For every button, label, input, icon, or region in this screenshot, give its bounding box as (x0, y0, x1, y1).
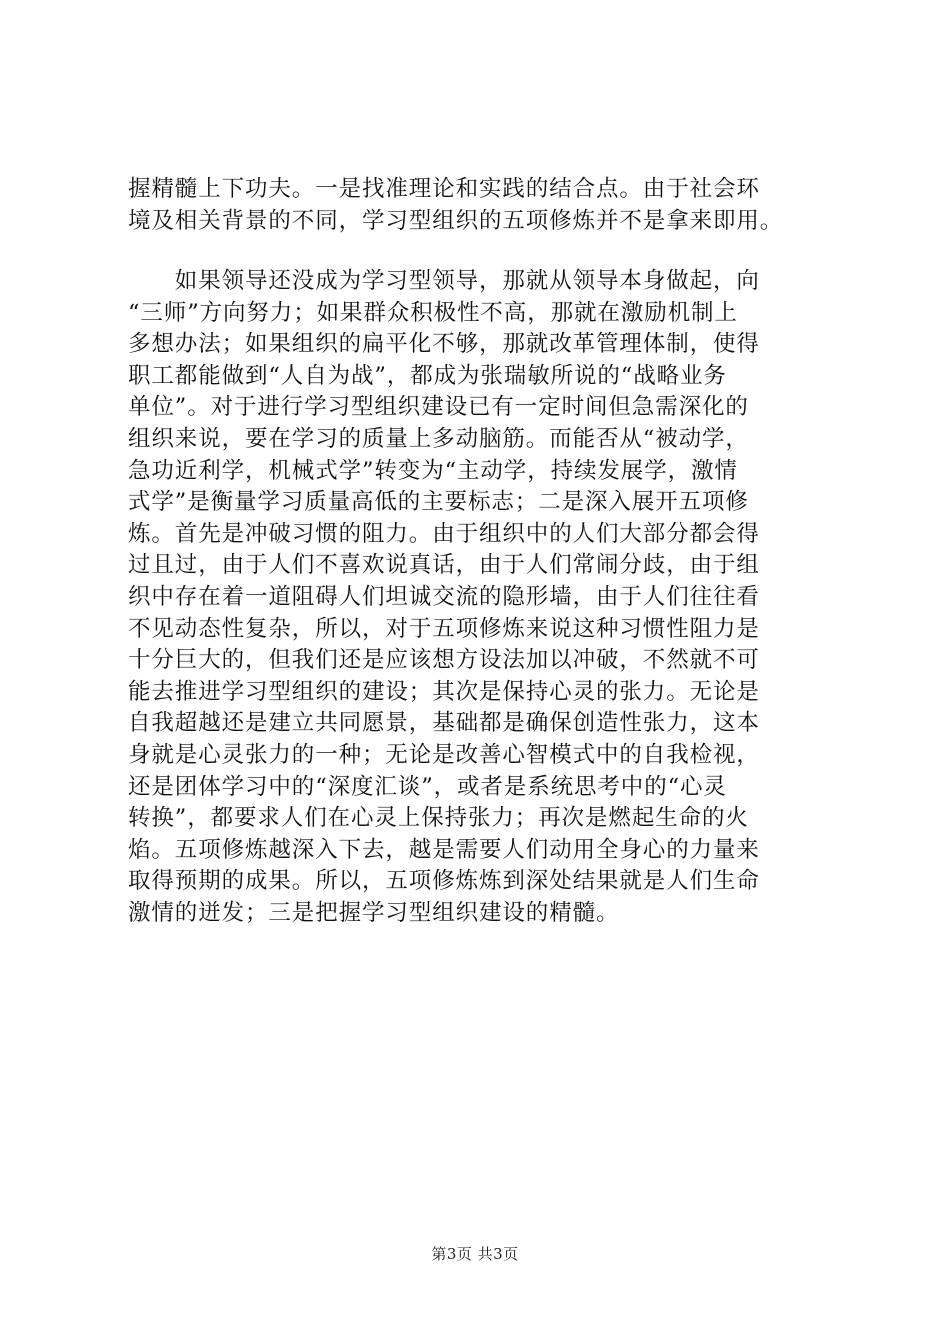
paragraph-line: 织中存在着一道阻碍人们坦诚交流的隐形墙，由于人们往往看 (128, 583, 760, 610)
paragraph-line: 单位”。对于进行学习型组织建设已有一定时间但急需深化的 (128, 394, 749, 421)
paragraph-line: 不见动态性复杂，所以，对于五项修炼来说这种习惯性阻力是 (128, 615, 760, 642)
paragraph-line: 取得预期的成果。所以，五项修炼炼到深处结果就是人们生命 (128, 868, 760, 895)
paragraph-line: 激情的迸发；三是把握学习型组织建设的精髓。 (128, 899, 620, 926)
paragraph-line: 自我超越还是建立共同愿景，基础都是确保创造性张力，这本 (128, 710, 760, 737)
paragraph-2 (128, 266, 828, 929)
paragraph-1 (128, 174, 828, 237)
paragraph-line: 境及相关背景的不同，学习型组织的五项修炼并不是拿来即用。 (128, 207, 784, 234)
paragraph-line: 组织来说，要在学习的质量上多动脑筋。而能否从“被动学， (128, 425, 749, 452)
paragraph-line: 身就是心灵张力的一种；无论是改善心智模式中的自我检视， (128, 741, 760, 768)
paragraph-line: 式学”是衡量学习质量高低的主要标志；二是深入展开五项修 (128, 489, 749, 516)
paragraph-line: 炼。首先是冲破习惯的阻力。由于组织中的人们大部分都会得 (128, 520, 760, 547)
paragraph-line: 能去推进学习型组织的建设；其次是保持心灵的张力。无论是 (128, 678, 760, 705)
paragraph-line: 过且过，由于人们不喜欢说真话，由于人们常闹分歧，由于组 (128, 552, 760, 579)
page-number-footer: 第3页 共3页 (431, 1245, 519, 1263)
paragraph-line: 还是团体学习中的“深度汇谈”，或者是系统思考中的“心灵 (128, 773, 727, 800)
paragraph-line: 握精髓上下功夫。一是找准理论和实践的结合点。由于社会环 (128, 176, 760, 202)
paragraph-line: 急功近利学，机械式学”转变为“主动学，持续发展学，激情 (128, 457, 738, 484)
paragraph-line: “三师”方向努力；如果群众积极性不高，那就在激励机制上 (128, 299, 738, 326)
paragraph-line: 焰。五项修炼越深入下去，越是需要人们动用全身心的力量来 (128, 836, 760, 863)
paragraph-line: 十分巨大的，但我们还是应该想方设法加以冲破，不然就不可 (128, 647, 760, 674)
paragraph-line: 职工都能做到“人自为战”，都成为张瑞敏所说的“战略业务 (128, 362, 727, 389)
paragraph-line: 如果领导还没成为学习型领导，那就从领导本身做起，向 (128, 268, 760, 294)
paragraph-line: 转换”，都要求人们在心灵上保持张力；再次是燃起生命的火 (128, 805, 749, 832)
paragraph-line: 多想办法；如果组织的扁平化不够，那就改革管理体制，使得 (128, 331, 760, 358)
